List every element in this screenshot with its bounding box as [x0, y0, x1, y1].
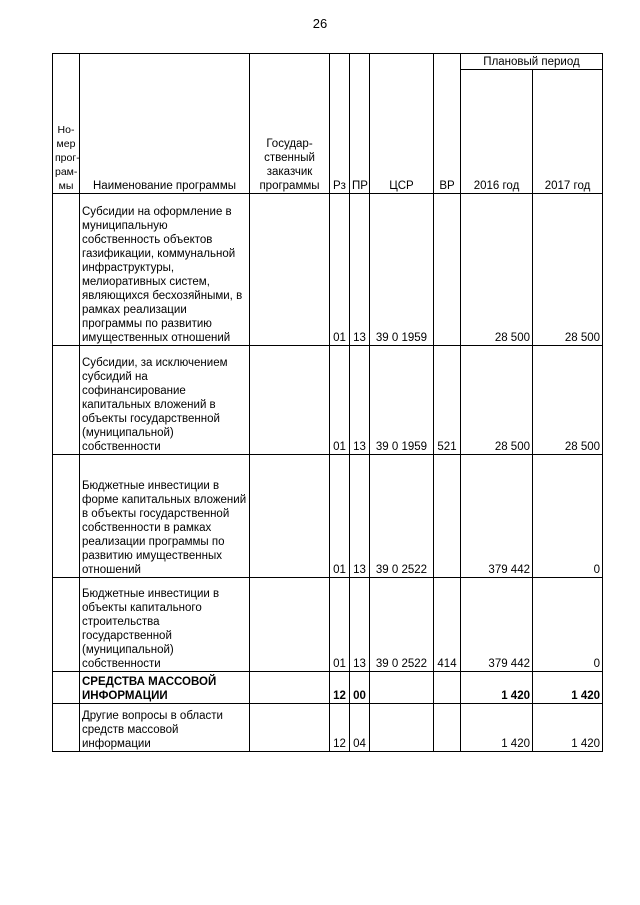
page-number: 26 — [312, 16, 328, 31]
cell-rz: 01 — [330, 455, 350, 578]
cell-vr — [434, 194, 461, 346]
cell-pr: 00 — [350, 672, 370, 704]
header-row-top — [53, 54, 603, 70]
table-row — [53, 704, 603, 752]
header-planned-period: Плановый период — [461, 54, 603, 70]
header-program-number: Но- мер прог- рам- мы — [53, 54, 80, 194]
cell-program-number — [53, 672, 80, 704]
cell-vr: 521 — [434, 346, 461, 455]
cell-csr — [370, 704, 434, 752]
cell-2016: 379 442 — [461, 455, 533, 578]
cell-program-number — [53, 704, 80, 752]
cell-program-name: Субсидии, за исключением субсидий на софинансирование капитальных вложений в объекты государственной (муниципальной) собственности — [80, 346, 250, 455]
budget-table — [52, 53, 603, 752]
header-pr: ПР — [350, 54, 370, 194]
cell-customer — [250, 672, 330, 704]
cell-program-name: СРЕДСТВА МАССОВОЙ ИНФОРМАЦИИ — [80, 672, 250, 704]
header-customer: Государ- ственный заказчик программы — [250, 54, 330, 194]
cell-2016: 28 500 — [461, 346, 533, 455]
cell-program-name: Бюджетные инвестиции в форме капитальных вложений в объекты государственной собственности в рамках реализации программы по развитию имущественных отношений — [80, 455, 250, 578]
cell-2017: 1 420 — [533, 672, 603, 704]
header-program-name: Наименование программы — [80, 54, 250, 194]
table-row — [53, 346, 603, 455]
header-year-2016: 2016 год — [461, 70, 533, 194]
cell-program-name: Субсидии на оформление в муниципальную собственность объектов газификации, коммунальной инфраструктуры, мелиоративных систем, являющихся бесхозяйными, в рамках реализации программы по развитию имущественных отношений — [80, 194, 250, 346]
cell-customer — [250, 346, 330, 455]
header-year-2017: 2017 год — [533, 70, 603, 194]
cell-csr: 39 0 2522 — [370, 578, 434, 672]
cell-2017: 28 500 — [533, 346, 603, 455]
cell-pr: 04 — [350, 704, 370, 752]
cell-pr: 13 — [350, 578, 370, 672]
cell-program-name: Другие вопросы в области средств массовой информации — [80, 704, 250, 752]
cell-rz: 01 — [330, 346, 350, 455]
header-rz: Рз — [330, 54, 350, 194]
cell-rz: 12 — [330, 672, 350, 704]
table-row — [53, 455, 603, 578]
table-row — [53, 194, 603, 346]
cell-rz: 01 — [330, 578, 350, 672]
table-row — [53, 672, 603, 704]
cell-2017: 0 — [533, 578, 603, 672]
table-row — [53, 578, 603, 672]
cell-vr — [434, 672, 461, 704]
cell-customer — [250, 194, 330, 346]
cell-pr: 13 — [350, 346, 370, 455]
cell-rz: 01 — [330, 194, 350, 346]
cell-program-number — [53, 455, 80, 578]
cell-2016: 1 420 — [461, 672, 533, 704]
cell-program-name: Бюджетные инвестиции в объекты капитального строительства государственной (муниципальной) собственности — [80, 578, 250, 672]
cell-rz: 12 — [330, 704, 350, 752]
cell-2016: 1 420 — [461, 704, 533, 752]
header-vr: ВР — [434, 54, 461, 194]
cell-csr: 39 0 1959 — [370, 194, 434, 346]
cell-2017: 0 — [533, 455, 603, 578]
cell-customer — [250, 455, 330, 578]
cell-csr: 39 0 1959 — [370, 346, 434, 455]
cell-program-number — [53, 578, 80, 672]
cell-2017: 28 500 — [533, 194, 603, 346]
cell-vr — [434, 455, 461, 578]
cell-2016: 379 442 — [461, 578, 533, 672]
cell-vr — [434, 704, 461, 752]
cell-pr: 13 — [350, 194, 370, 346]
header-csr: ЦСР — [370, 54, 434, 194]
cell-customer — [250, 704, 330, 752]
cell-program-number — [53, 194, 80, 346]
cell-program-number — [53, 346, 80, 455]
cell-2017: 1 420 — [533, 704, 603, 752]
cell-2016: 28 500 — [461, 194, 533, 346]
cell-customer — [250, 578, 330, 672]
cell-csr — [370, 672, 434, 704]
cell-csr: 39 0 2522 — [370, 455, 434, 578]
cell-pr: 13 — [350, 455, 370, 578]
cell-vr: 414 — [434, 578, 461, 672]
